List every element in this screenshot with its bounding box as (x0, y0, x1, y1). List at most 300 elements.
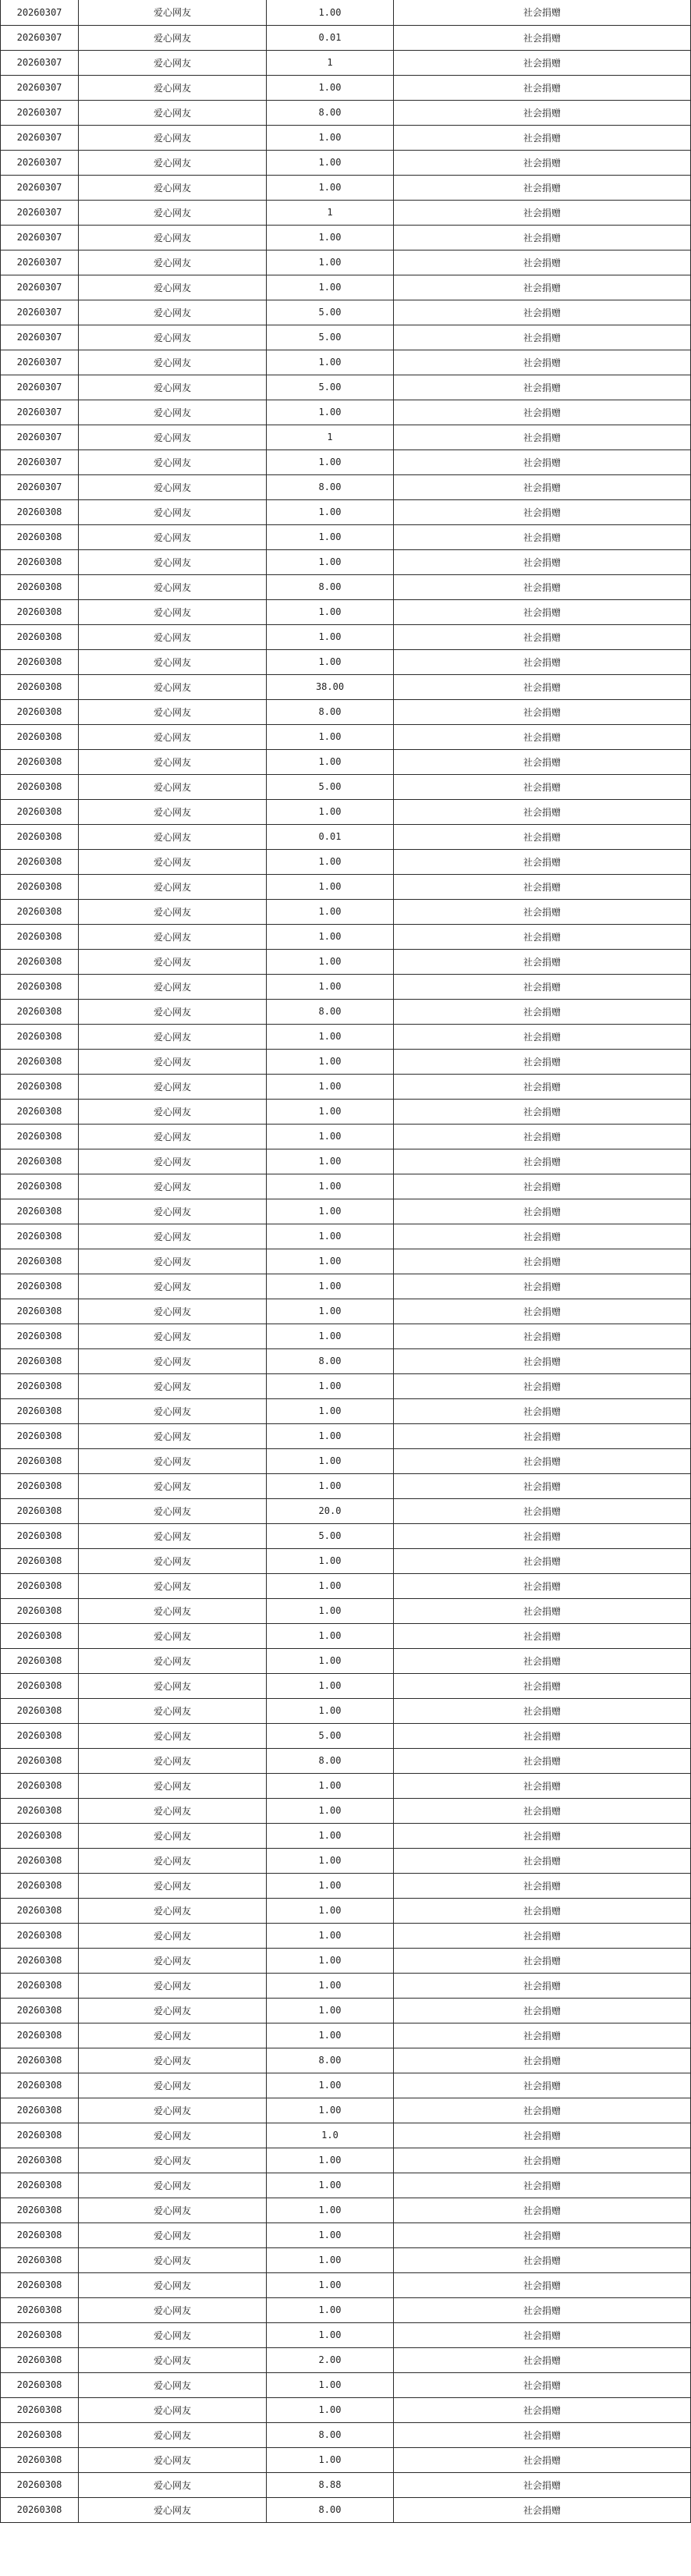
date-cell: 20260308 (1, 1049, 79, 1074)
date-cell: 20260308 (1, 1024, 79, 1049)
purpose-cell: 社会捐赠 (394, 125, 691, 150)
amount-cell: 1.00 (267, 1099, 394, 1124)
purpose-cell: 社会捐赠 (394, 1823, 691, 1848)
donor-name-cell: 爱心网友 (79, 2173, 267, 2198)
table-row (1, 2023, 691, 2048)
date-cell: 20260308 (1, 1299, 79, 1324)
table-row (1, 2148, 691, 2173)
purpose-cell: 社会捐赠 (394, 100, 691, 125)
amount-cell: 1.00 (267, 1299, 394, 1324)
amount-cell: 1.00 (267, 449, 394, 474)
table-row (1, 1348, 691, 1373)
purpose-cell: 社会捐赠 (394, 449, 691, 474)
donor-name-cell: 爱心网友 (79, 1149, 267, 1174)
donor-name-cell: 爱心网友 (79, 574, 267, 599)
purpose-cell: 社会捐赠 (394, 499, 691, 524)
amount-cell: 1.00 (267, 1573, 394, 1598)
donor-name-cell: 爱心网友 (79, 2347, 267, 2372)
table-row (1, 1099, 691, 1124)
table-row (1, 350, 691, 375)
date-cell: 20260308 (1, 2497, 79, 2522)
purpose-cell: 社会捐赠 (394, 250, 691, 275)
purpose-cell: 社会捐赠 (394, 1423, 691, 1448)
purpose-cell: 社会捐赠 (394, 400, 691, 425)
donor-name-cell: 爱心网友 (79, 1923, 267, 1948)
donor-name-cell: 爱心网友 (79, 1174, 267, 1199)
donor-name-cell: 爱心网友 (79, 2247, 267, 2272)
date-cell: 20260307 (1, 425, 79, 449)
table-row (1, 2422, 691, 2447)
donor-name-cell: 爱心网友 (79, 2497, 267, 2522)
date-cell: 20260308 (1, 2198, 79, 2222)
donor-name-cell: 爱心网友 (79, 1348, 267, 1373)
amount-cell: 1.00 (267, 1024, 394, 1049)
donor-name-cell: 爱心网友 (79, 225, 267, 250)
donor-name-cell: 爱心网友 (79, 1224, 267, 1249)
donor-name-cell: 爱心网友 (79, 50, 267, 75)
donor-name-cell: 爱心网友 (79, 1024, 267, 1049)
date-cell: 20260307 (1, 200, 79, 225)
table-row (1, 1548, 691, 1573)
table-row (1, 1249, 691, 1274)
donor-name-cell: 爱心网友 (79, 949, 267, 974)
purpose-cell: 社会捐赠 (394, 1598, 691, 1623)
table-row (1, 2497, 691, 2522)
donor-name-cell: 爱心网友 (79, 325, 267, 350)
donor-name-cell: 爱心网友 (79, 1573, 267, 1598)
amount-cell: 1.00 (267, 250, 394, 275)
amount-cell: 1.00 (267, 2247, 394, 2272)
purpose-cell: 社会捐赠 (394, 325, 691, 350)
date-cell: 20260308 (1, 2272, 79, 2297)
donor-name-cell: 爱心网友 (79, 724, 267, 749)
purpose-cell: 社会捐赠 (394, 1099, 691, 1124)
date-cell: 20260308 (1, 1249, 79, 1274)
date-cell: 20260308 (1, 1473, 79, 1498)
purpose-cell: 社会捐赠 (394, 2497, 691, 2522)
donor-name-cell: 爱心网友 (79, 824, 267, 849)
table-row (1, 924, 691, 949)
donor-name-cell: 爱心网友 (79, 1249, 267, 1274)
purpose-cell: 社会捐赠 (394, 1299, 691, 1324)
amount-cell: 8.00 (267, 2422, 394, 2447)
amount-cell: 8.00 (267, 2048, 394, 2073)
amount-cell: 1.00 (267, 1923, 394, 1948)
purpose-cell: 社会捐赠 (394, 599, 691, 624)
purpose-cell: 社会捐赠 (394, 1373, 691, 1398)
purpose-cell: 社会捐赠 (394, 50, 691, 75)
purpose-cell: 社会捐赠 (394, 2272, 691, 2297)
purpose-cell: 社会捐赠 (394, 2148, 691, 2173)
date-cell: 20260308 (1, 1274, 79, 1299)
donor-name-cell: 爱心网友 (79, 624, 267, 649)
table-row (1, 125, 691, 150)
table-row (1, 949, 691, 974)
amount-cell: 1.00 (267, 599, 394, 624)
amount-cell: 1.00 (267, 1448, 394, 1473)
table-row (1, 624, 691, 649)
table-row (1, 999, 691, 1024)
amount-cell: 1.00 (267, 1149, 394, 1174)
date-cell: 20260308 (1, 899, 79, 924)
amount-cell: 1.00 (267, 1698, 394, 1723)
date-cell: 20260308 (1, 1224, 79, 1249)
purpose-cell: 社会捐赠 (394, 649, 691, 674)
table-row (1, 1324, 691, 1348)
date-cell: 20260307 (1, 125, 79, 150)
table-row (1, 1973, 691, 1998)
amount-cell: 1.00 (267, 1798, 394, 1823)
amount-cell: 1.00 (267, 275, 394, 300)
purpose-cell: 社会捐赠 (394, 1798, 691, 1823)
date-cell: 20260308 (1, 724, 79, 749)
table-row (1, 1623, 691, 1648)
table-row (1, 425, 691, 449)
donor-name-cell: 爱心网友 (79, 1798, 267, 1823)
donor-name-cell: 爱心网友 (79, 1373, 267, 1398)
table-row (1, 275, 691, 300)
date-cell: 20260308 (1, 1099, 79, 1124)
donor-name-cell: 爱心网友 (79, 799, 267, 824)
date-cell: 20260308 (1, 2222, 79, 2247)
donor-name-cell: 爱心网友 (79, 2472, 267, 2497)
donor-name-cell: 爱心网友 (79, 2048, 267, 2073)
purpose-cell: 社会捐赠 (394, 1324, 691, 1348)
amount-cell: 8.00 (267, 699, 394, 724)
donor-name-cell: 爱心网友 (79, 874, 267, 899)
purpose-cell: 社会捐赠 (394, 150, 691, 175)
amount-cell: 1.00 (267, 2397, 394, 2422)
table-row (1, 175, 691, 200)
date-cell: 20260307 (1, 50, 79, 75)
table-row (1, 75, 691, 100)
date-cell: 20260308 (1, 774, 79, 799)
donor-name-cell: 爱心网友 (79, 1973, 267, 1998)
donor-name-cell: 爱心网友 (79, 1648, 267, 1673)
date-cell: 20260307 (1, 100, 79, 125)
donor-name-cell: 爱心网友 (79, 400, 267, 425)
donor-name-cell: 爱心网友 (79, 1423, 267, 1448)
purpose-cell: 社会捐赠 (394, 2297, 691, 2322)
amount-cell: 1.00 (267, 2322, 394, 2347)
donation-table-body (1, 0, 691, 2522)
table-row (1, 724, 691, 749)
donor-name-cell: 爱心网友 (79, 1324, 267, 1348)
donor-name-cell: 爱心网友 (79, 2372, 267, 2397)
date-cell: 20260307 (1, 75, 79, 100)
table-row (1, 449, 691, 474)
donor-name-cell: 爱心网友 (79, 1099, 267, 1124)
amount-cell: 1.00 (267, 2272, 394, 2297)
date-cell: 20260308 (1, 524, 79, 549)
amount-cell: 5.00 (267, 774, 394, 799)
date-cell: 20260308 (1, 1748, 79, 1773)
purpose-cell: 社会捐赠 (394, 200, 691, 225)
amount-cell: 1.00 (267, 1274, 394, 1299)
table-row (1, 1998, 691, 2023)
date-cell: 20260307 (1, 325, 79, 350)
donor-name-cell: 爱心网友 (79, 2123, 267, 2148)
amount-cell: 1.00 (267, 749, 394, 774)
amount-cell: 1 (267, 50, 394, 75)
date-cell: 20260308 (1, 999, 79, 1024)
purpose-cell: 社会捐赠 (394, 2048, 691, 2073)
date-cell: 20260308 (1, 1498, 79, 1523)
table-row (1, 2372, 691, 2397)
amount-cell: 1.00 (267, 2372, 394, 2397)
amount-cell: 5.00 (267, 1523, 394, 1548)
table-row (1, 150, 691, 175)
table-row (1, 549, 691, 574)
purpose-cell: 社会捐赠 (394, 175, 691, 200)
amount-cell: 1.00 (267, 2148, 394, 2173)
donor-name-cell: 爱心网友 (79, 2098, 267, 2123)
purpose-cell: 社会捐赠 (394, 300, 691, 325)
donor-name-cell: 爱心网友 (79, 2272, 267, 2297)
amount-cell: 1.00 (267, 899, 394, 924)
donor-name-cell: 爱心网友 (79, 749, 267, 774)
table-row (1, 849, 691, 874)
date-cell: 20260308 (1, 1648, 79, 1673)
donor-name-cell: 爱心网友 (79, 2198, 267, 2222)
date-cell: 20260308 (1, 2297, 79, 2322)
donor-name-cell: 爱心网友 (79, 125, 267, 150)
table-row (1, 824, 691, 849)
purpose-cell: 社会捐赠 (394, 1024, 691, 1049)
table-row (1, 200, 691, 225)
table-row (1, 674, 691, 699)
purpose-cell: 社会捐赠 (394, 1274, 691, 1299)
date-cell: 20260307 (1, 150, 79, 175)
donor-name-cell: 爱心网友 (79, 1873, 267, 1898)
date-cell: 20260308 (1, 1698, 79, 1723)
donor-name-cell: 爱心网友 (79, 1848, 267, 1873)
date-cell: 20260308 (1, 1873, 79, 1898)
amount-cell: 1.00 (267, 225, 394, 250)
purpose-cell: 社会捐赠 (394, 974, 691, 999)
donor-name-cell: 爱心网友 (79, 1698, 267, 1723)
donor-name-cell: 爱心网友 (79, 1623, 267, 1648)
table-row (1, 1498, 691, 1523)
date-cell: 20260307 (1, 474, 79, 499)
donor-name-cell: 爱心网友 (79, 350, 267, 375)
purpose-cell: 社会捐赠 (394, 924, 691, 949)
table-row (1, 1698, 691, 1723)
date-cell: 20260308 (1, 849, 79, 874)
amount-cell: 2.00 (267, 2347, 394, 2372)
donor-name-cell: 爱心网友 (79, 1124, 267, 1149)
donor-name-cell: 爱心网友 (79, 599, 267, 624)
amount-cell: 5.00 (267, 1723, 394, 1748)
purpose-cell: 社会捐赠 (394, 1973, 691, 1998)
purpose-cell: 社会捐赠 (394, 1224, 691, 1249)
date-cell: 20260308 (1, 2048, 79, 2073)
purpose-cell: 社会捐赠 (394, 2098, 691, 2123)
donor-name-cell: 爱心网友 (79, 1523, 267, 1548)
table-row (1, 2297, 691, 2322)
purpose-cell: 社会捐赠 (394, 25, 691, 50)
table-row (1, 1773, 691, 1798)
date-cell: 20260308 (1, 2397, 79, 2422)
purpose-cell: 社会捐赠 (394, 2247, 691, 2272)
donor-name-cell: 爱心网友 (79, 300, 267, 325)
purpose-cell: 社会捐赠 (394, 1748, 691, 1773)
date-cell: 20260308 (1, 1723, 79, 1748)
purpose-cell: 社会捐赠 (394, 1848, 691, 1873)
date-cell: 20260308 (1, 1998, 79, 2023)
table-row (1, 1673, 691, 1698)
donor-name-cell: 爱心网友 (79, 1274, 267, 1299)
date-cell: 20260307 (1, 375, 79, 400)
date-cell: 20260308 (1, 1174, 79, 1199)
date-cell: 20260308 (1, 1074, 79, 1099)
table-row (1, 2472, 691, 2497)
amount-cell: 1.00 (267, 1973, 394, 1998)
date-cell: 20260308 (1, 1548, 79, 1573)
table-row (1, 1049, 691, 1074)
date-cell: 20260307 (1, 250, 79, 275)
purpose-cell: 社会捐赠 (394, 774, 691, 799)
donor-name-cell: 爱心网友 (79, 549, 267, 574)
date-cell: 20260307 (1, 350, 79, 375)
purpose-cell: 社会捐赠 (394, 1773, 691, 1798)
date-cell: 20260308 (1, 2472, 79, 2497)
amount-cell: 5.00 (267, 325, 394, 350)
amount-cell: 1.00 (267, 1948, 394, 1973)
table-row (1, 899, 691, 924)
date-cell: 20260308 (1, 949, 79, 974)
table-row (1, 1648, 691, 1673)
donor-name-cell: 爱心网友 (79, 1823, 267, 1848)
table-row (1, 225, 691, 250)
purpose-cell: 社会捐赠 (394, 549, 691, 574)
donor-name-cell: 爱心网友 (79, 275, 267, 300)
date-cell: 20260308 (1, 1773, 79, 1798)
donor-name-cell: 爱心网友 (79, 175, 267, 200)
date-cell: 20260308 (1, 1398, 79, 1423)
amount-cell: 1.00 (267, 1823, 394, 1848)
table-row (1, 2322, 691, 2347)
table-row (1, 0, 691, 25)
donor-name-cell: 爱心网友 (79, 449, 267, 474)
amount-cell: 1.00 (267, 524, 394, 549)
date-cell: 20260308 (1, 624, 79, 649)
table-row (1, 1748, 691, 1773)
date-cell: 20260308 (1, 549, 79, 574)
amount-cell: 1.00 (267, 1898, 394, 1923)
purpose-cell: 社会捐赠 (394, 1249, 691, 1274)
donor-name-cell: 爱心网友 (79, 1548, 267, 1573)
amount-cell: 1.00 (267, 1548, 394, 1573)
date-cell: 20260308 (1, 1199, 79, 1224)
donor-name-cell: 爱心网友 (79, 200, 267, 225)
donor-name-cell: 爱心网友 (79, 899, 267, 924)
table-row (1, 474, 691, 499)
date-cell: 20260307 (1, 275, 79, 300)
amount-cell: 8.00 (267, 574, 394, 599)
amount-cell: 1.00 (267, 549, 394, 574)
donor-name-cell: 爱心网友 (79, 2322, 267, 2347)
donor-name-cell: 爱心网友 (79, 2023, 267, 2048)
amount-cell: 1.00 (267, 1324, 394, 1348)
amount-cell: 1.00 (267, 400, 394, 425)
purpose-cell: 社会捐赠 (394, 425, 691, 449)
date-cell: 20260308 (1, 2123, 79, 2148)
donor-name-cell: 爱心网友 (79, 474, 267, 499)
amount-cell: 1.00 (267, 2023, 394, 2048)
purpose-cell: 社会捐赠 (394, 2372, 691, 2397)
purpose-cell: 社会捐赠 (394, 699, 691, 724)
table-row (1, 774, 691, 799)
purpose-cell: 社会捐赠 (394, 1698, 691, 1723)
amount-cell: 1.00 (267, 1074, 394, 1099)
donor-name-cell: 爱心网友 (79, 1598, 267, 1623)
purpose-cell: 社会捐赠 (394, 949, 691, 974)
amount-cell: 1.00 (267, 1249, 394, 1274)
date-cell: 20260308 (1, 2098, 79, 2123)
table-row (1, 50, 691, 75)
table-row (1, 2222, 691, 2247)
table-row (1, 1948, 691, 1973)
table-row (1, 1798, 691, 1823)
table-row (1, 1523, 691, 1548)
table-row (1, 2397, 691, 2422)
purpose-cell: 社会捐赠 (394, 899, 691, 924)
table-row (1, 874, 691, 899)
purpose-cell: 社会捐赠 (394, 2073, 691, 2098)
date-cell: 20260308 (1, 499, 79, 524)
amount-cell: 1.00 (267, 624, 394, 649)
table-row (1, 649, 691, 674)
date-cell: 20260307 (1, 25, 79, 50)
amount-cell: 8.00 (267, 1748, 394, 1773)
date-cell: 20260308 (1, 1448, 79, 1473)
purpose-cell: 社会捐赠 (394, 724, 691, 749)
amount-cell: 1.00 (267, 924, 394, 949)
amount-cell: 1.00 (267, 1998, 394, 2023)
table-row (1, 1598, 691, 1623)
purpose-cell: 社会捐赠 (394, 1923, 691, 1948)
purpose-cell: 社会捐赠 (394, 1199, 691, 1224)
purpose-cell: 社会捐赠 (394, 849, 691, 874)
donor-name-cell: 爱心网友 (79, 1673, 267, 1698)
donor-name-cell: 爱心网友 (79, 1723, 267, 1748)
table-row (1, 1074, 691, 1099)
purpose-cell: 社会捐赠 (394, 1723, 691, 1748)
date-cell: 20260308 (1, 1973, 79, 1998)
purpose-cell: 社会捐赠 (394, 624, 691, 649)
amount-cell: 1.00 (267, 974, 394, 999)
amount-cell: 1.00 (267, 1623, 394, 1648)
table-row (1, 574, 691, 599)
date-cell: 20260308 (1, 1373, 79, 1398)
donor-name-cell: 爱心网友 (79, 499, 267, 524)
date-cell: 20260308 (1, 1673, 79, 1698)
purpose-cell: 社会捐赠 (394, 2322, 691, 2347)
amount-cell: 0.01 (267, 824, 394, 849)
donor-name-cell: 爱心网友 (79, 425, 267, 449)
amount-cell: 1.00 (267, 874, 394, 899)
donor-name-cell: 爱心网友 (79, 2397, 267, 2422)
date-cell: 20260308 (1, 1798, 79, 1823)
table-row (1, 1873, 691, 1898)
table-row (1, 749, 691, 774)
date-cell: 20260308 (1, 799, 79, 824)
purpose-cell: 社会捐赠 (394, 799, 691, 824)
amount-cell: 1.0 (267, 2123, 394, 2148)
date-cell: 20260307 (1, 449, 79, 474)
purpose-cell: 社会捐赠 (394, 1498, 691, 1523)
